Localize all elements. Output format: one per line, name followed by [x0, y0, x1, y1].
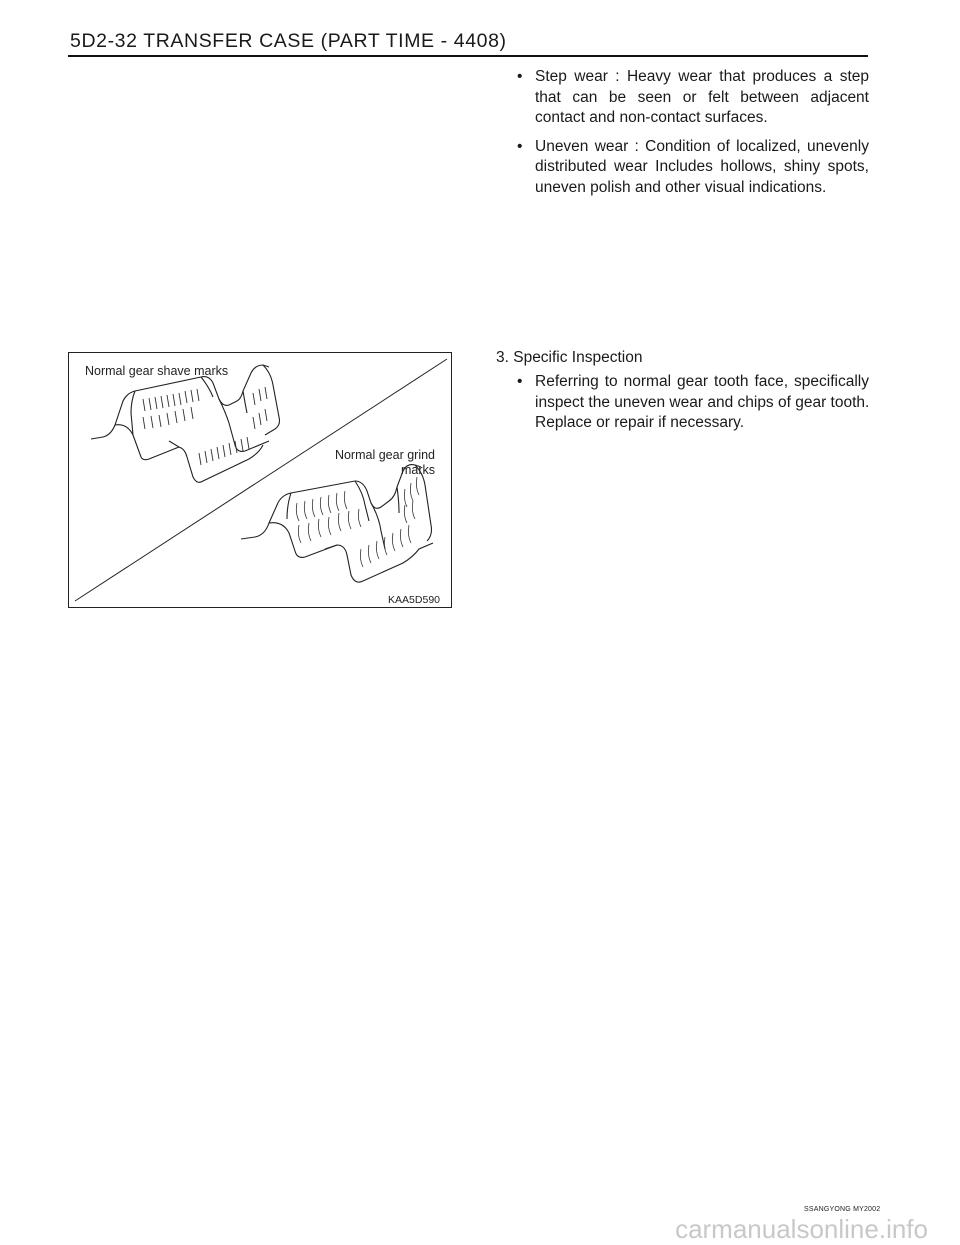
text-line: Uneven wear : Condition of localized, unevenly: [535, 137, 869, 155]
label-grind-line: Normal gear grind: [334, 448, 435, 462]
text-line: that can be seen or felt between adjacent: [535, 88, 869, 106]
grind-marks-gears: [241, 465, 433, 583]
text-line: contact and non-contact surfaces.: [535, 109, 768, 126]
text-line: Step wear : Heavy wear that produces a step: [535, 68, 869, 85]
bullet-dot: •: [517, 137, 523, 155]
text-line: distributed wear Includes hollows, shiny spots,: [535, 158, 869, 175]
inspection-bullet-list: [517, 372, 869, 442]
section-heading: 3. Specific Inspection: [496, 349, 643, 366]
label-grind-marks: [335, 448, 435, 478]
gear-marks-figure: [68, 352, 452, 608]
bullet-dot: •: [517, 68, 523, 85]
bullet-uneven-wear: [517, 137, 869, 199]
shave-marks-gears: [91, 365, 280, 482]
text-line: inspect the uneven wear and chips of gear tooth.: [535, 393, 870, 411]
label-shave-marks: Normal gear shave marks: [85, 364, 229, 378]
bullet-inspection: [517, 372, 869, 434]
figure-code: KAA5D590: [388, 594, 440, 606]
label-grind-line: marks: [400, 463, 435, 477]
page-title: 5D2-32 TRANSFER CASE (PART TIME - 4408): [70, 30, 507, 52]
wear-bullet-list: [517, 67, 869, 206]
bullet-step-wear: [517, 67, 869, 129]
footer-code: SSANGYONG MY2002: [804, 1206, 881, 1213]
gear-teeth-illustration: [69, 353, 451, 607]
header-rule: [68, 55, 868, 57]
text-line: Replace or repair if necessary.: [535, 414, 745, 431]
text-line: uneven polish and other visual indications.: [535, 178, 827, 196]
shave-stripes: [143, 387, 267, 465]
watermark: carmanualsonline.info: [675, 1214, 928, 1244]
bullet-dot: •: [517, 373, 523, 390]
text-line: Referring to normal gear tooth face, specifically: [535, 373, 869, 390]
